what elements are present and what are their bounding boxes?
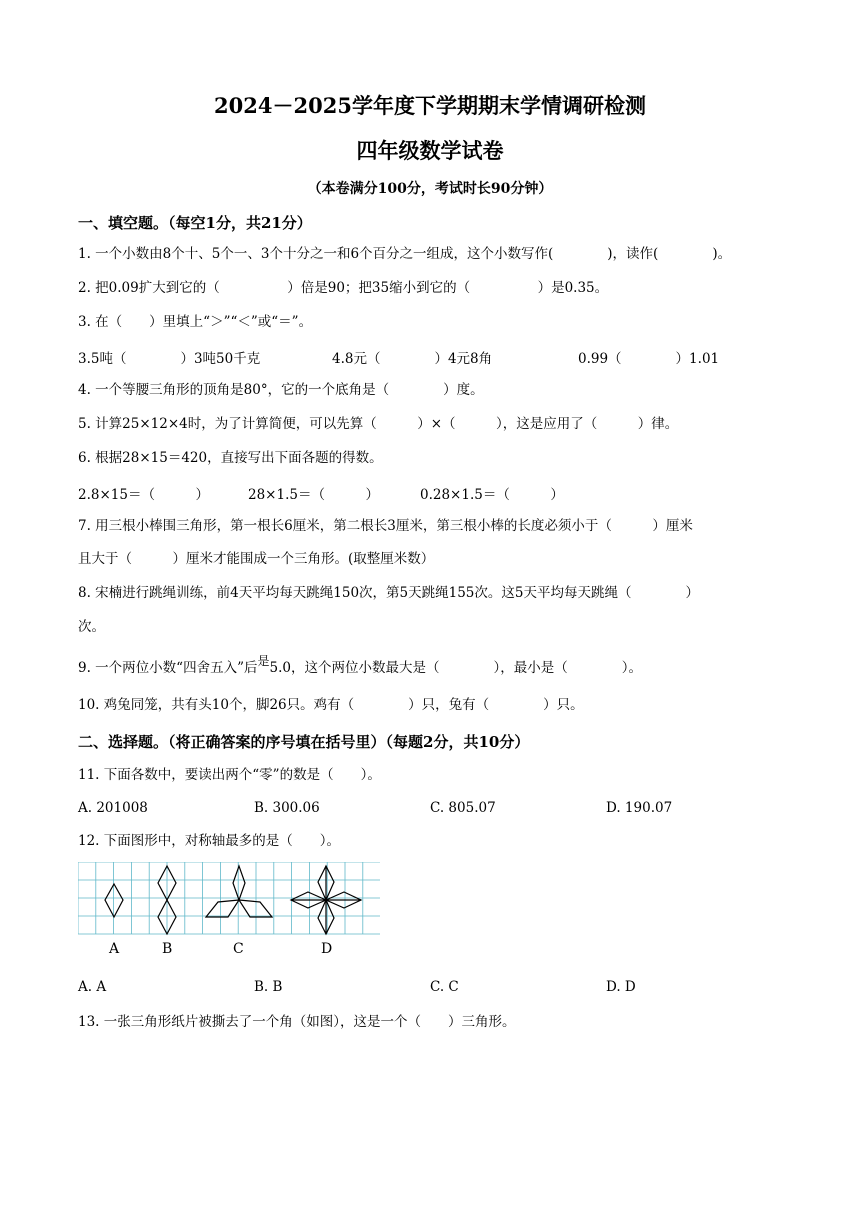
question-8-line-1: 8. 宋楠进行跳绳训练，前4天平均每天跳绳150次，第5天跳绳155次。这5天平均每天跳绳（ ） xyxy=(78,585,699,601)
exam-title: 2024－2025学年度下学期期末学情调研检测 xyxy=(214,93,646,118)
question-6-item-1: 2.8×15＝（ ） xyxy=(78,487,209,503)
question-1: 1. 一个小数由8个十、5个一、3个十分之一和6个百分之一组成，这个小数写作( )，读作( )。 xyxy=(78,246,732,262)
question-3-item-2: 4.8元（ ）4元8角 xyxy=(332,351,493,367)
question-12-option-c: C. C xyxy=(430,979,459,995)
section-multiple-choice: 二、选择题。（将正确答案的序号填在括号里）（每题2分，共10分） xyxy=(78,733,530,751)
question-9 xyxy=(78,654,642,677)
question-12-option-a: A. A xyxy=(78,979,107,995)
question-7-line-2: 且大于（ ）厘米才能围成一个三角形。(取整厘米数） xyxy=(78,551,435,567)
shape-a-rhombus xyxy=(105,884,123,917)
question-3-item-3: 0.99（ ）1.01 xyxy=(578,351,720,367)
question-13: 13. 一张三角形纸片被撕去了一个角（如图），这是一个（ ）三角形。 xyxy=(78,1014,516,1030)
question-3: 3. 在（ ）里填上“＞”“＜”或“＝”。 xyxy=(78,314,313,330)
question-9-prefix: 9. 一个两位小数“四舍五入”后 xyxy=(78,660,258,676)
shape-c-kite-right xyxy=(239,900,272,917)
question-6: 6. 根据28×15＝420，直接写出下面各题的得数。 xyxy=(78,450,383,466)
question-3-item-1: 3.5吨（ ）3吨50千克 xyxy=(78,351,261,367)
question-12-option-b: B. B xyxy=(254,979,283,995)
figure-label-b: B xyxy=(162,941,173,957)
question-6-item-3: 0.28×1.5＝（ ） xyxy=(420,487,564,503)
figure-grid xyxy=(78,862,380,934)
question-9-suffix: 5.0，这个两位小数最大是（ ），最小是（ ）。 xyxy=(269,660,642,676)
shape-c-kite-left xyxy=(206,900,239,917)
question-11-option-d: D. 190.07 xyxy=(606,800,673,816)
exam-subtitle: 四年级数学试卷 xyxy=(356,138,504,163)
figure-shapes xyxy=(105,866,361,934)
question-2: 2. 把0.09扩大到它的（ ）倍是90；把35缩小到它的（ ）是0.35。 xyxy=(78,280,609,296)
question-11-option-c: C. 805.07 xyxy=(430,800,496,816)
figure-label-c: C xyxy=(233,941,244,957)
figure-label-a: A xyxy=(109,941,120,957)
question-11-option-b: B. 300.06 xyxy=(254,800,320,816)
question-10: 10. 鸡兔同笼，共有头10个，脚26只。鸡有（ ）只，兔有（ ）只。 xyxy=(78,697,584,713)
exam-note: （本卷满分100分，考试时长90分钟） xyxy=(307,181,553,197)
question-12: 12. 下面图形中，对称轴最多的是（ ）。 xyxy=(78,833,341,849)
shape-c-kite-top xyxy=(233,866,245,900)
question-11: 11. 下面各数中，要读出两个“零”的数是（ ）。 xyxy=(78,767,381,783)
question-6-item-2: 28×1.5＝（ ） xyxy=(248,487,379,503)
question-5: 5. 计算25×12×4时，为了计算简便，可以先算（ ）×（ ），这是应用了（ ）律。 xyxy=(78,416,679,432)
question-7-line-1: 7. 用三根小棒围三角形，第一根长6厘米，第二根长3厘米，第三根小棒的长度必须小于（ ）厘米 xyxy=(78,518,693,534)
question-9-raised-char: 是 xyxy=(257,654,270,668)
question-4: 4. 一个等腰三角形的顶角是80°，它的一个底角是（ ）度。 xyxy=(78,382,484,398)
question-8-line-2: 次。 xyxy=(78,619,105,635)
figure-label-d: D xyxy=(321,941,333,957)
section-fill-blank: 一、填空题。（每空1分，共21分） xyxy=(78,214,312,232)
question-11-option-a: A. 201008 xyxy=(78,800,148,816)
symmetry-figure xyxy=(78,862,383,962)
question-12-option-d: D. D xyxy=(606,979,636,995)
